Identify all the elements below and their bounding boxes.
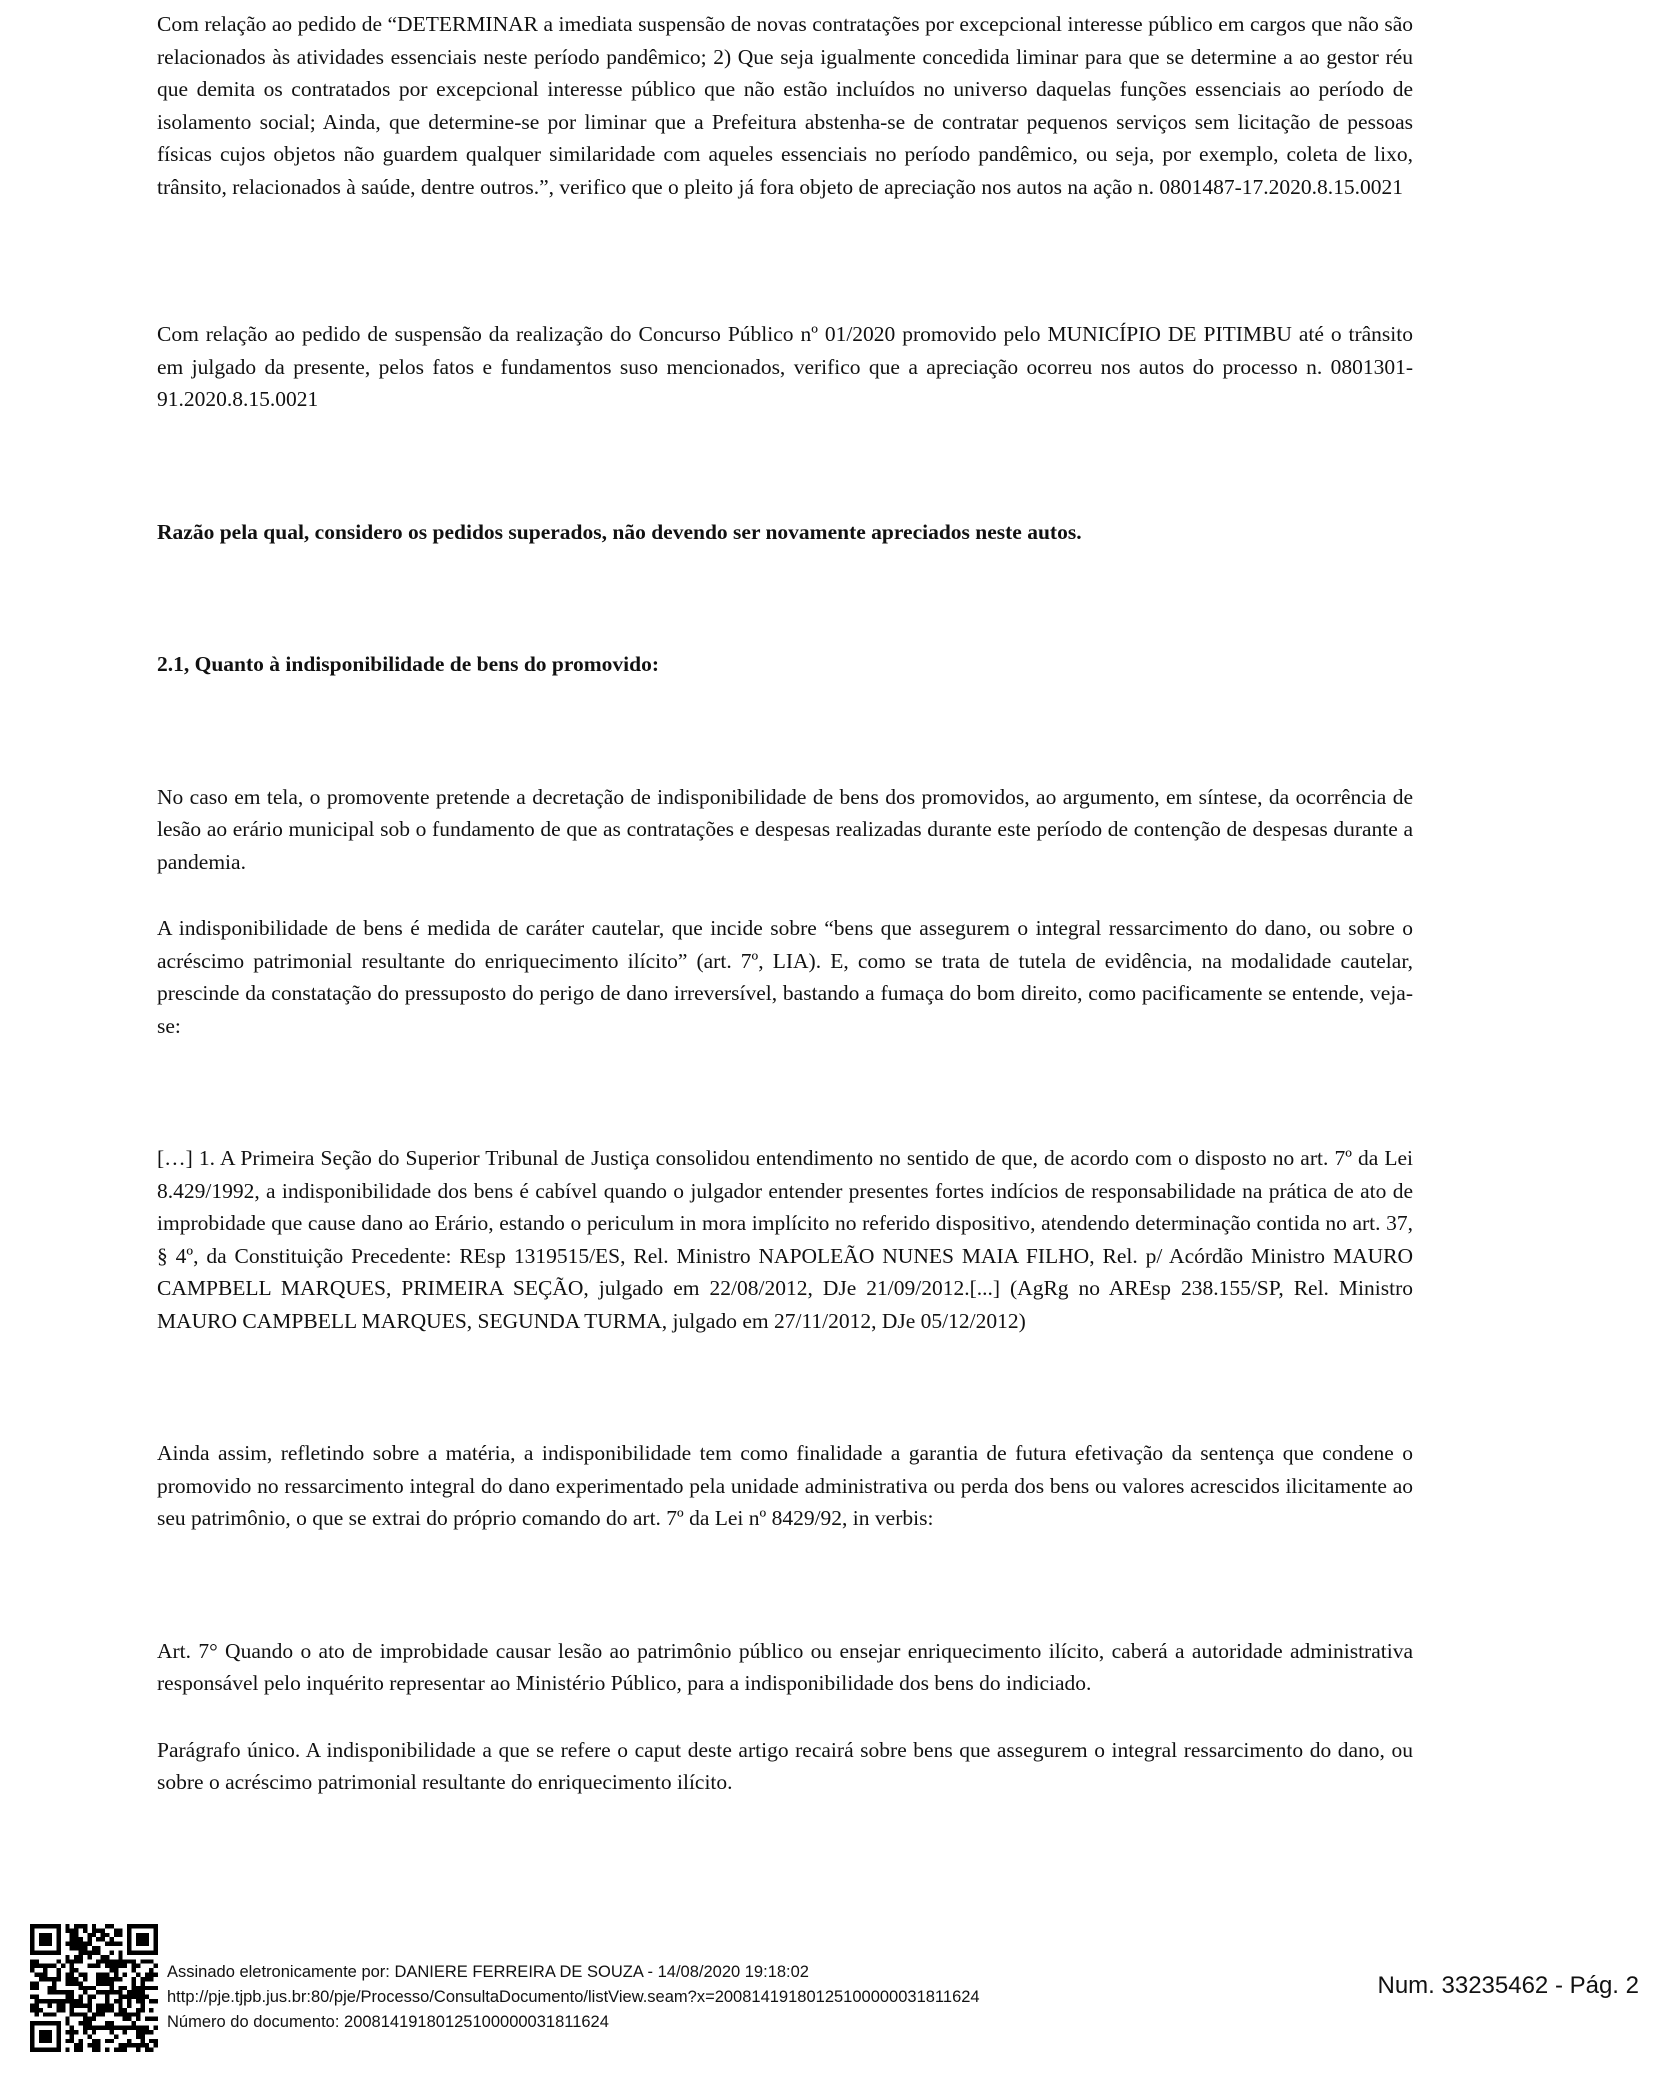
document-number: Número do documento: 20081419180125100000031811624: [167, 2013, 609, 2031]
paragraph-5: No caso em tela, o promovente pretende a decretação de indisponibilidade de bens dos promovidos, ao argumento, em síntese, da ocorrência de lesão ao erário municipal sob o fundamento de que as contratações e despesas realizadas durante este período de contenção de despesas durante a pandemia.: [157, 784, 1413, 874]
signature-block: [167, 1960, 980, 2035]
page-number: Num. 33235462 - Pág. 2: [1377, 1972, 1639, 1999]
paragraph-6: A indisponibilidade de bens é medida de caráter cautelar, que incide sobre “bens que assegurem o integral ressarcimento do dano, ou sobre o acréscimo patrimonial resultante do enriquecimento ilícito” (art. 7º, LIA). E, como se trata de tutela de evidência, na modalidade cautelar, prescinde da constatação do pressuposto do perigo de dano irreversível, bastando a fumaça do bom direito, como pacificamente se entende, veja-se:: [157, 916, 1413, 1038]
paragraph-2: Com relação ao pedido de suspensão da realização do Concurso Público nº 01/2020 promovido pelo MUNICÍPIO DE PITIMBU até o trânsito em julgado da presente, pelos fatos e fundamentos suso mencionados, verifico que a apreciação ocorreu nos autos do processo n. 0801301-91.2020.8.15.0021: [157, 322, 1413, 411]
signature-footer: [0, 1920, 1653, 2076]
law-paragraph: Parágrafo único. A indisponibilidade a que se refere o caput deste artigo recairá sobre bens que assegurem o integral ressarcimento do dano, ou sobre o acréscimo patrimonial resultante do enriquecimento ilícito.: [157, 1737, 1413, 1794]
document-url[interactable]: http://pje.tjpb.jus.br:80/pje/Processo/ConsultaDocumento/listView.seam?x=20081419180125100000031811624: [167, 1988, 980, 2006]
paragraph-3: Razão pela qual, considero os pedidos superados, não devendo ser novamente apreciados neste autos.: [157, 519, 1082, 544]
qr-code-icon: [30, 1924, 158, 2052]
document-body: [157, 8, 1413, 1799]
citation-paragraph: […] 1. A Primeira Seção do Superior Tribunal de Justiça consolidou entendimento no sentido de que, de acordo com o disposto no art. 7º da Lei 8.429/1992, a indisponibilidade dos bens é cabível quando o julgador entender presentes fortes indícios de responsabilidade na prática de ato de improbidade que cause dano ao Erário, estando o periculum in mora implícito no referido dispositivo, atendendo determinação contida no art. 37, § 4º, da Constituição Precedente: REsp 1319515/ES, Rel. Ministro NAPOLEÃO NUNES MAIA FILHO, Rel. p/ Acórdão Ministro MAURO CAMPBELL MARQUES, PRIMEIRA SEÇÃO, julgado em 22/08/2012, DJe 21/09/2012.[...] (AgRg no AREsp 238.155/SP, Rel. Ministro MAURO CAMPBELL MARQUES, SEGUNDA TURMA, julgado em 27/11/2012, DJe 05/12/2012): [157, 1146, 1413, 1333]
law-article: Art. 7° Quando o ato de improbidade causar lesão ao patrimônio público ou ensejar enriquecimento ilícito, caberá a autoridade administrativa responsável pelo inquérito representar ao Ministério Público, para a indisponibilidade dos bens do indiciado.: [157, 1638, 1413, 1695]
paragraph-1: Com relação ao pedido de “DETERMINAR a imediata suspensão de novas contratações por excepcional interesse público em cargos que não são relacionados às atividades essenciais neste período pandêmico; 2) Que seja igualmente concedida liminar para que se determine a ao gestor réu que demita os contratados por excepcional interesse público que não estão incluídos no universo daquelas funções essenciais ao período de isolamento social; Ainda, que determine-se por liminar que a Prefeitura abstenha-se de contratar pequenos serviços sem licitação de pessoas físicas cujos objetos não guardem qualquer similaridade com aqueles essenciais no período pandêmico, ou seja, por exemplo, coleta de lixo, trânsito, relacionados à saúde, dentre outros.”, verifico que o pleito já fora objeto de apreciação nos autos na ação n. 0801487-17.2020.8.15.0021: [157, 12, 1413, 199]
section-heading: 2.1, Quanto à indisponibilidade de bens do promovido:: [157, 652, 660, 676]
paragraph-8: Ainda assim, refletindo sobre a matéria, a indisponibilidade tem como finalidade a garantia de futura efetivação da sentença que condene o promovido no ressarcimento integral do dano experimentado pela unidade administrativa ou perda dos bens ou valores acrescidos ilicitamente ao seu patrimônio, o que se extrai do próprio comando do art. 7º da Lei nº 8429/92, in verbis:: [157, 1441, 1413, 1530]
signed-by-text: Assinado eletronicamente por: DANIERE FERREIRA DE SOUZA - 14/08/2020 19:18:02: [167, 1963, 809, 1981]
